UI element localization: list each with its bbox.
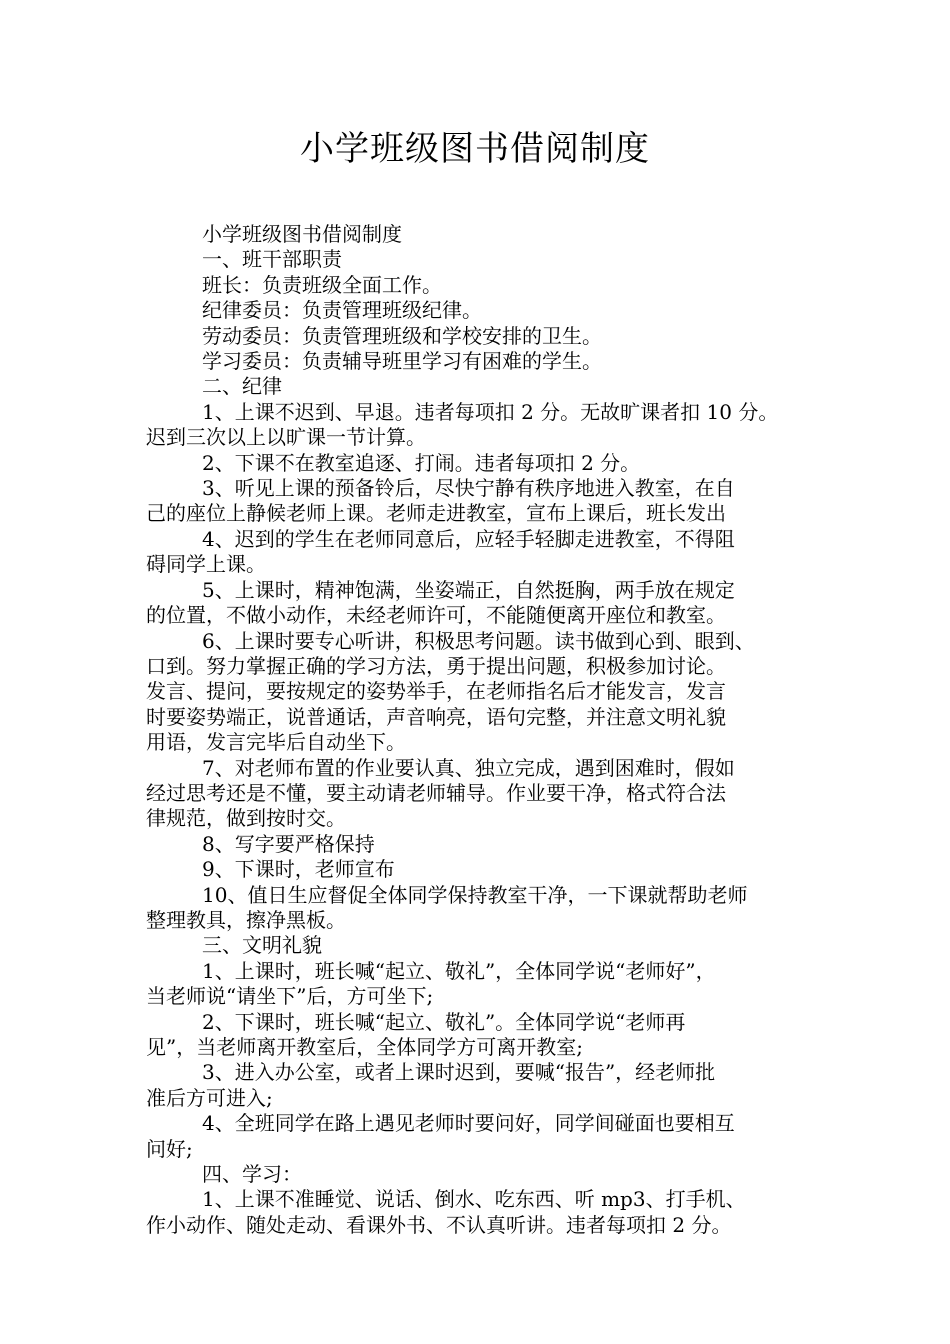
paragraph — [146, 476, 826, 527]
text-line: 当老师说“请坐下”后，方可坐下; — [146, 984, 434, 1009]
text-line: 5、上课时，精神饱满，坐姿端正，自然挺胸，两手放在规定 — [202, 577, 735, 602]
text-line: 用语，发言完毕后自动坐下。 — [146, 730, 406, 755]
text-line: 迟到三次以上以旷课一节计算。 — [146, 425, 426, 450]
text-line: 1、上课不迟到、早退。违者每项扣 2 分。无故旷课者扣 10 分。 — [202, 399, 779, 424]
text-line: 三、文明礼貌 — [202, 933, 322, 958]
paragraph — [146, 1010, 826, 1061]
paragraph — [146, 247, 826, 272]
text-line: 小学班级图书借阅制度 — [202, 222, 402, 246]
text-line: 1、上课不准睡觉、说话、倒水、吃东西、听 mp3、打手机、 — [202, 1187, 746, 1212]
text-line: 学习委员：负责辅导班里学习有困难的学生。 — [202, 349, 602, 374]
text-line: 律规范，做到按时交。 — [146, 806, 346, 831]
text-line: 纪律委员：负责管理班级纪律。 — [202, 298, 482, 323]
text-line: 己的座位上静候老师上课。老师走进教室，宣布上课后，班长发出 — [146, 501, 726, 526]
paragraph — [146, 578, 826, 629]
text-line: 整理教具，擦净黑板。 — [146, 907, 346, 932]
document-body — [146, 222, 826, 1238]
paragraph — [146, 857, 826, 882]
paragraph — [146, 324, 826, 349]
text-line: 10、值日生应督促全体同学保持教室干净，一下课就帮助老师 — [202, 882, 748, 907]
text-line: 二、纪律 — [202, 374, 282, 399]
paragraph — [146, 1111, 826, 1162]
paragraph — [146, 273, 826, 298]
paragraph — [146, 933, 826, 958]
text-line: 一、班干部职责 — [202, 247, 342, 272]
paragraph — [146, 1060, 826, 1111]
text-line: 9、下课时，老师宣布 — [202, 857, 395, 882]
text-line: 口到。努力掌握正确的学习方法，勇于提出问题，积极参加讨论。 — [146, 653, 726, 678]
text-line: 的位置，不做小动作，未经老师许可，不能随便离开座位和教室。 — [146, 603, 726, 628]
text-line: 1、上课时，班长喊“起立、敬礼”，全体同学说“老师好”， — [202, 958, 716, 983]
paragraph — [146, 222, 826, 247]
paragraph — [146, 629, 826, 756]
text-line: 劳动委员：负责管理班级和学校安排的卫生。 — [202, 323, 602, 348]
text-line: 作小动作、随处走动、看课外书、不认真听讲。违者每项扣 2 分。 — [146, 1212, 732, 1237]
paragraph — [146, 756, 826, 832]
paragraph — [146, 374, 826, 399]
text-line: 3、进入办公室，或者上课时迟到，要喊“报告”，经老师批 — [202, 1060, 716, 1085]
paragraph — [146, 349, 826, 374]
paragraph — [146, 298, 826, 323]
paragraph — [146, 832, 826, 857]
text-line: 班长：负责班级全面工作。 — [202, 272, 442, 297]
paragraph — [146, 1162, 826, 1187]
text-line: 7、对老师布置的作业要认真、独立完成，遇到困难时，假如 — [202, 755, 735, 780]
text-line: 问好; — [146, 1136, 193, 1161]
text-line: 见”，当老师离开教室后，全体同学方可离开教室; — [146, 1035, 583, 1059]
page-title: 小学班级图书借阅制度 — [300, 129, 650, 169]
text-line: 4、全班同学在路上遇见老师时要问好，同学间碰面也要相互 — [202, 1111, 735, 1136]
paragraph — [146, 451, 826, 476]
paragraph — [146, 400, 826, 451]
text-line: 发言、提问，要按规定的姿势举手，在老师指名后才能发言，发言 — [146, 679, 726, 704]
text-line: 时要姿势端正，说普通话，声音响亮，语句完整，并注意文明礼貌 — [146, 704, 726, 729]
text-line: 准后方可进入; — [146, 1085, 273, 1110]
text-line: 4、迟到的学生在老师同意后，应轻手轻脚走进教室，不得阻 — [202, 526, 735, 551]
paragraph — [146, 1187, 826, 1238]
text-line: 6、上课时要专心听讲，积极思考问题。读书做到心到、眼到、 — [202, 628, 755, 653]
paragraph — [146, 959, 826, 1010]
text-line: 3、听见上课的预备铃后，尽快宁静有秩序地进入教室，在自 — [202, 476, 735, 501]
text-line: 碍同学上课。 — [146, 552, 266, 577]
text-line: 经过思考还是不懂，要主动请老师辅导。作业要干净，格式符合法 — [146, 780, 726, 805]
text-line: 2、下课不在教室追逐、打闹。违者每项扣 2 分。 — [202, 450, 641, 475]
text-line: 2、下课时，班长喊“起立、敬礼”。全体同学说“老师再 — [202, 1009, 686, 1034]
paragraph — [146, 527, 826, 578]
text-line: 四、学习： — [202, 1162, 302, 1187]
text-line: 8、写字要严格保持 — [202, 831, 375, 856]
paragraph — [146, 883, 826, 934]
